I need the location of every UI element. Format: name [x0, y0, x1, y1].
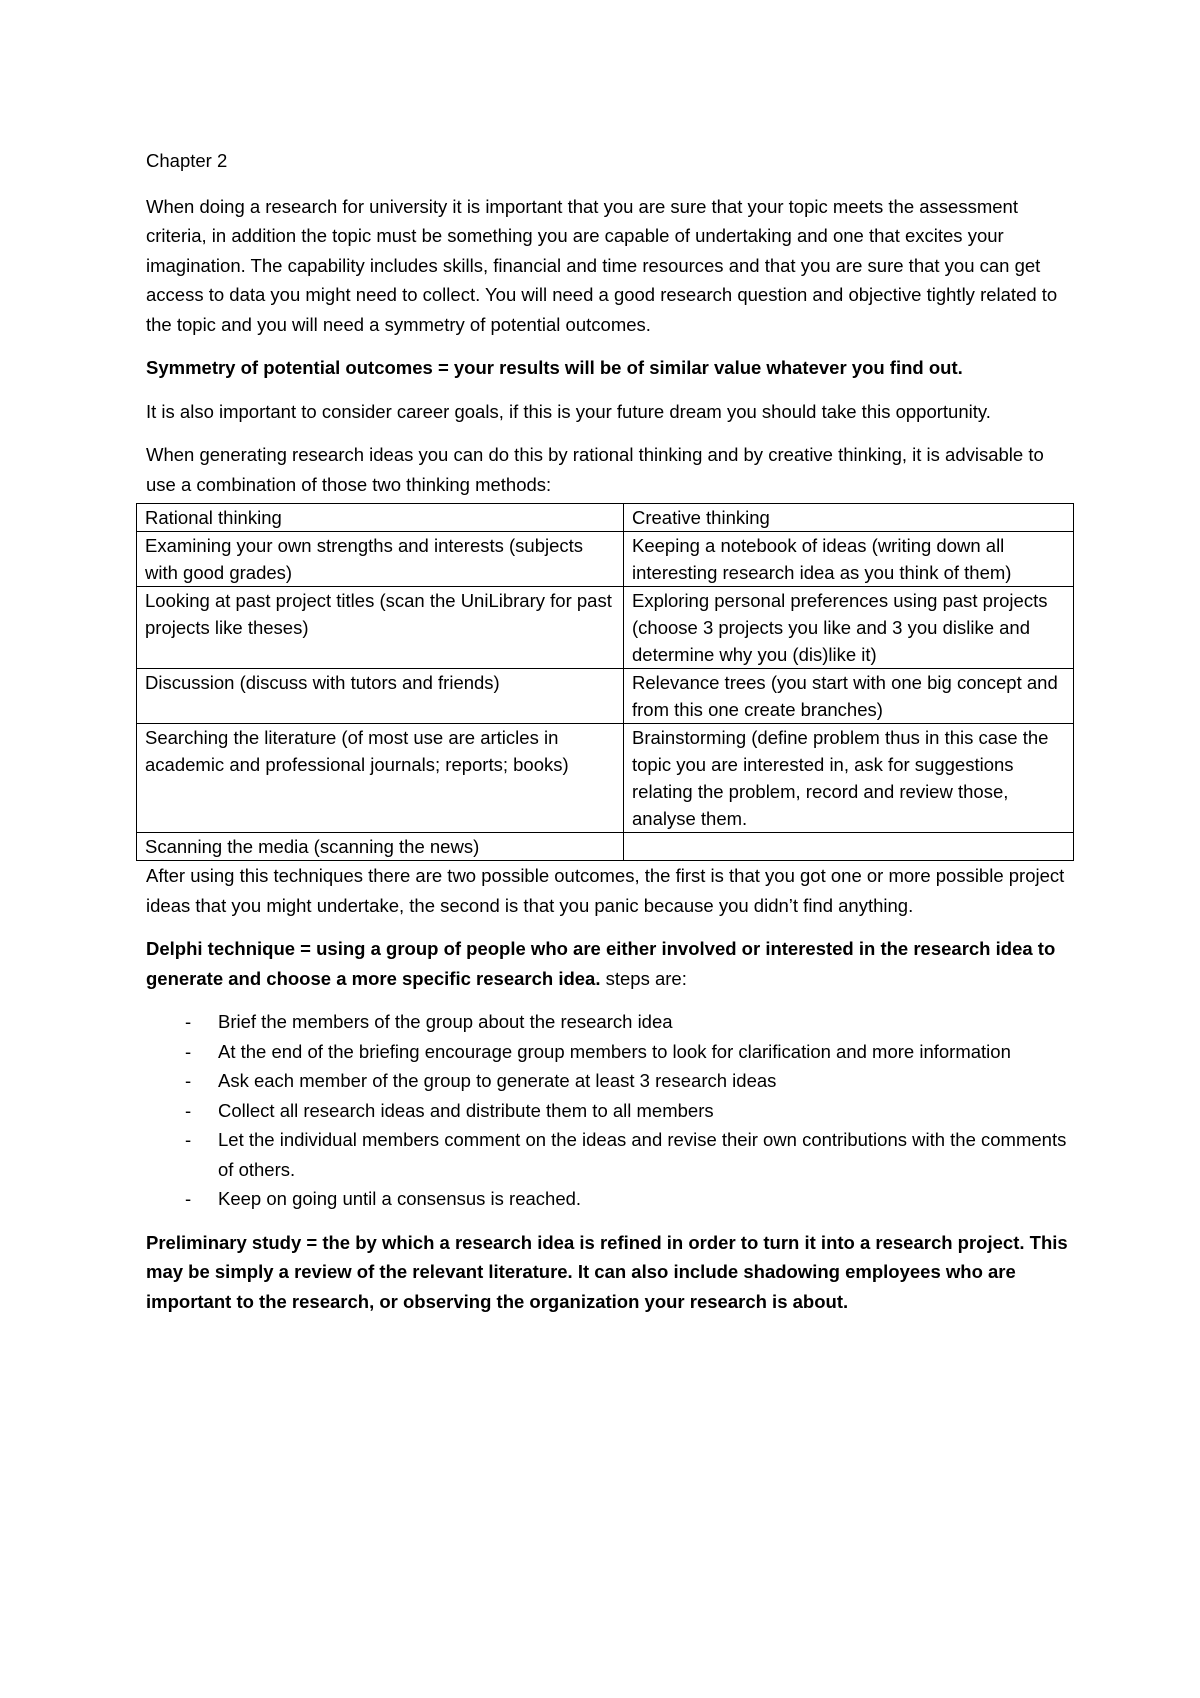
- delphi-steps-label: steps are:: [600, 967, 687, 989]
- outcomes-paragraph: After using this techniques there are two possible outcomes, the first is that you got one or more possible project ideas that you might undertake, the second is that you panic because you didn’t find anything.: [146, 865, 1065, 916]
- table-row: [137, 532, 1074, 587]
- table-cell: Brainstorming (define problem thus in this case the topic you are interested in, ask for suggestions relating the problem, record and review those, analyse them.: [624, 724, 1074, 833]
- table-header-cell: Rational thinking: [137, 504, 624, 532]
- table-cell: Scanning the media (scanning the news): [137, 833, 624, 861]
- table-cell: Discussion (discuss with tutors and friends): [137, 669, 624, 724]
- generating-paragraph: When generating research ideas you can do this by rational thinking and by creative thinking, it is advisable to use a combination of those two thinking methods:: [146, 444, 1044, 495]
- list-item: [146, 1066, 1076, 1096]
- list-item: [146, 1184, 1076, 1214]
- list-item-text: At the end of the briefing encourage group members to look for clarification and more information: [218, 1040, 1011, 1062]
- table-header-cell: Creative thinking: [624, 504, 1074, 532]
- list-item-text: Collect all research ideas and distribute them to all members: [218, 1099, 714, 1121]
- list-item-text: Let the individual members comment on the ideas and revise their own contributions with the comments of others.: [218, 1129, 1067, 1180]
- list-item-text: Brief the members of the group about the research idea: [218, 1011, 673, 1032]
- table-row: [137, 669, 1074, 724]
- list-item: [146, 1096, 1076, 1126]
- dash-marker: -: [185, 1129, 192, 1150]
- list-item: [146, 1125, 1076, 1184]
- list-item-text: Ask each member of the group to generate at least 3 research ideas: [218, 1070, 777, 1091]
- table-cell: Keeping a notebook of ideas (writing down all interesting research idea as you think of them): [624, 532, 1074, 587]
- table-cell: Searching the literature (of most use are articles in academic and professional journals; reports; books): [137, 724, 624, 833]
- thinking-methods-table: [136, 503, 1074, 861]
- delphi-steps-list: [146, 1007, 1076, 1214]
- dash-marker: -: [185, 1040, 192, 1062]
- chapter-title: Chapter 2: [146, 150, 228, 171]
- table-row: [137, 833, 1074, 861]
- table-header-row: [137, 504, 1074, 532]
- list-item: [146, 1037, 1076, 1067]
- table-row: [137, 587, 1074, 669]
- dash-marker: -: [185, 1011, 192, 1032]
- table-cell: Looking at past project titles (scan the UniLibrary for past projects like theses): [137, 587, 624, 669]
- table-row: [137, 724, 1074, 833]
- dash-marker: -: [185, 1070, 192, 1091]
- preliminary-definition: Preliminary study = the by which a research idea is refined in order to turn it into a research project. This may be simply a review of the relevant literature. It can also include shadowing employees who are important to the research, or observing the organization your research is about.: [146, 1231, 1068, 1312]
- table-cell: [624, 833, 1074, 861]
- delphi-definition: Delphi technique = using a group of people who are either involved or interested in the research idea to generate and choose a more specific research idea.: [146, 938, 1056, 989]
- symmetry-definition: Symmetry of potential outcomes = your results will be of similar value whatever you find out.: [146, 357, 963, 378]
- delphi-paragraph: [146, 934, 1076, 993]
- list-item-text: Keep on going until a consensus is reached.: [218, 1188, 582, 1209]
- table-cell: Examining your own strengths and interests (subjects with good grades): [137, 532, 624, 587]
- table-cell: Exploring personal preferences using past projects (choose 3 projects you like and 3 you dislike and determine why you (dis)like it): [624, 587, 1074, 669]
- dash-marker: -: [185, 1188, 192, 1209]
- intro-paragraph: When doing a research for university it is important that you are sure that your topic meets the assessment criteria, in addition the topic must be something you are capable of undertaking and one that excites your imagination. The capability includes skills, financial and time resources and that you are sure that you can get access to data you might need to collect. You will need a good research question and objective tightly related to the topic and you will need a symmetry of potential outcomes.: [146, 195, 1058, 335]
- document-page: [146, 146, 1076, 1330]
- dash-marker: -: [185, 1099, 192, 1121]
- career-paragraph: It is also important to consider career goals, if this is your future dream you should take this opportunity.: [146, 400, 991, 422]
- list-item: [146, 1007, 1076, 1037]
- table-cell: Relevance trees (you start with one big concept and from this one create branches): [624, 669, 1074, 724]
